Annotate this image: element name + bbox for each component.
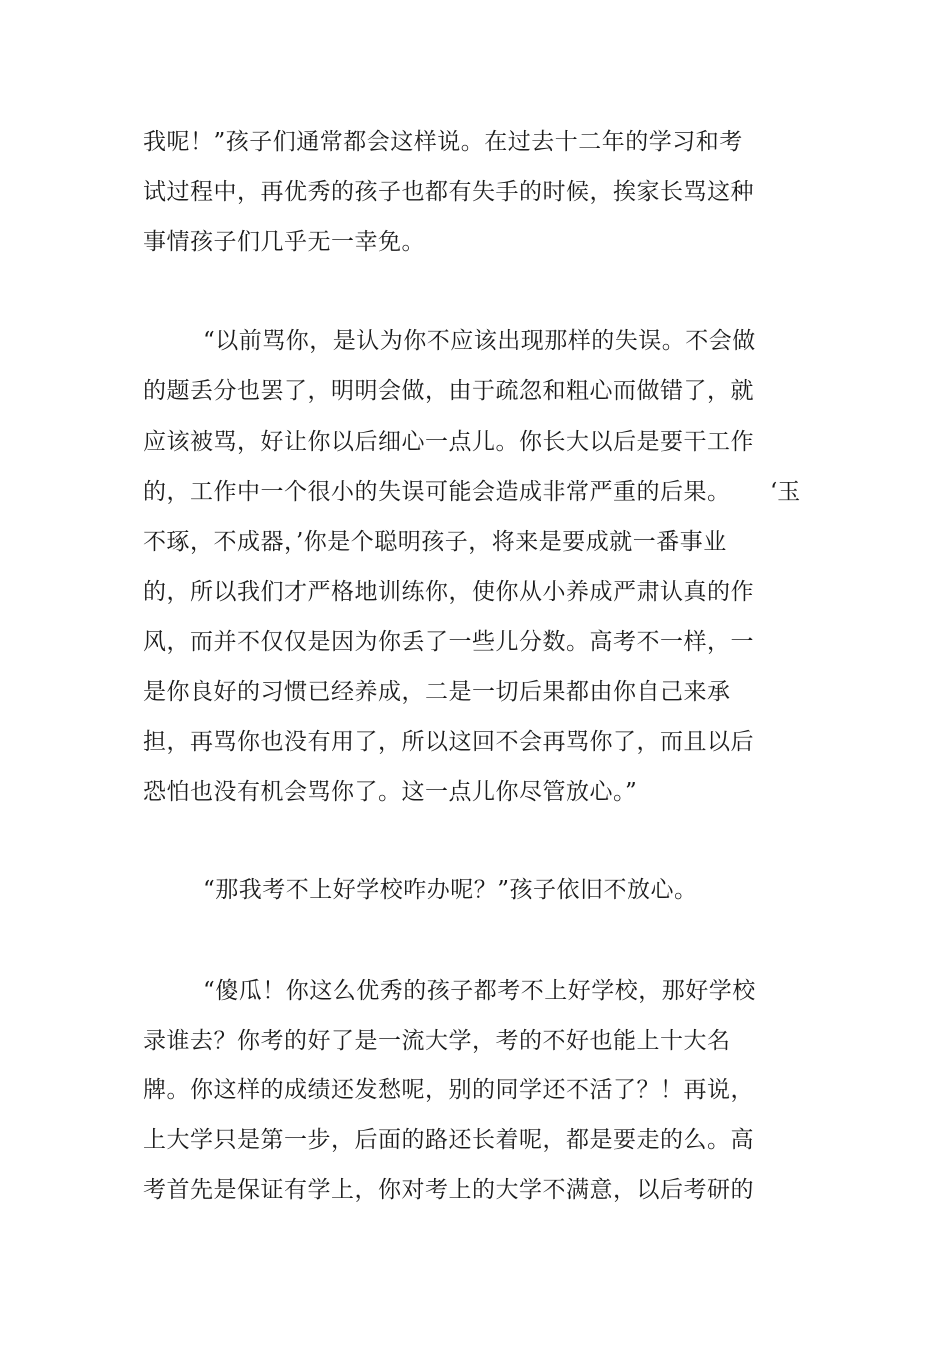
text-line: 上大学只是第一步，后面的路还长着呢，都是要走的么。高 (143, 1127, 754, 1153)
text-line: 应该被骂，好让你以后细心一点儿。你长大以后是要干工作 (143, 429, 754, 455)
text-line: 是你良好的习惯已经养成，二是一切后果都由你自己来承 (143, 679, 731, 705)
text-line: 的题丢分也罢了，明明会做，由于疏忽和粗心而做错了，就 (143, 378, 754, 404)
text-line: 不琢，不成器，’你是个聪明孩子，将来是要成就一番事业 (143, 529, 727, 555)
text-line: 担，再骂你也没有用了，所以这回不会再骂你了，而且以后 (143, 729, 754, 755)
text-line: 的，工作中一个很小的失误可能会造成非常严重的后果。 (143, 479, 731, 505)
text-line: 事情孩子们几乎无一幸免。 (143, 229, 425, 255)
text-line: 我呢！”孩子们通常都会这样说。在过去十二年的学习和考 (143, 129, 743, 155)
text-line: 恐怕也没有机会骂你了。这一点儿你尽管放心。” (143, 779, 638, 805)
text-line: 的，所以我们才严格地训练你，使你从小养成严肃认真的作 (143, 579, 754, 605)
text-line: 牌。你这样的成绩还发愁呢，别的同学还不活了？！再说， (143, 1077, 754, 1103)
text-line: 录谁去？你考的好了是一流大学，考的不好也能上十大名 (143, 1028, 731, 1054)
text-line: 试过程中，再优秀的孩子也都有失手的时候，挨家长骂这种 (143, 179, 754, 205)
text-line: “那我考不上好学校咋办呢？”孩子依旧不放心。 (203, 877, 698, 903)
text-line: “以前骂你，是认为你不应该出现那样的失误。不会做 (203, 328, 756, 354)
text-line: 风，而并不仅仅是因为你丢了一些儿分数。高考不一样，一 (143, 629, 754, 655)
text-line: “傻瓜！你这么优秀的孩子都考不上好学校，那好学校 (203, 978, 756, 1004)
floating-text-fragment: ‘玉 (770, 479, 801, 505)
text-line: 考首先是保证有学上，你对考上的大学不满意，以后考研的 (143, 1177, 754, 1203)
